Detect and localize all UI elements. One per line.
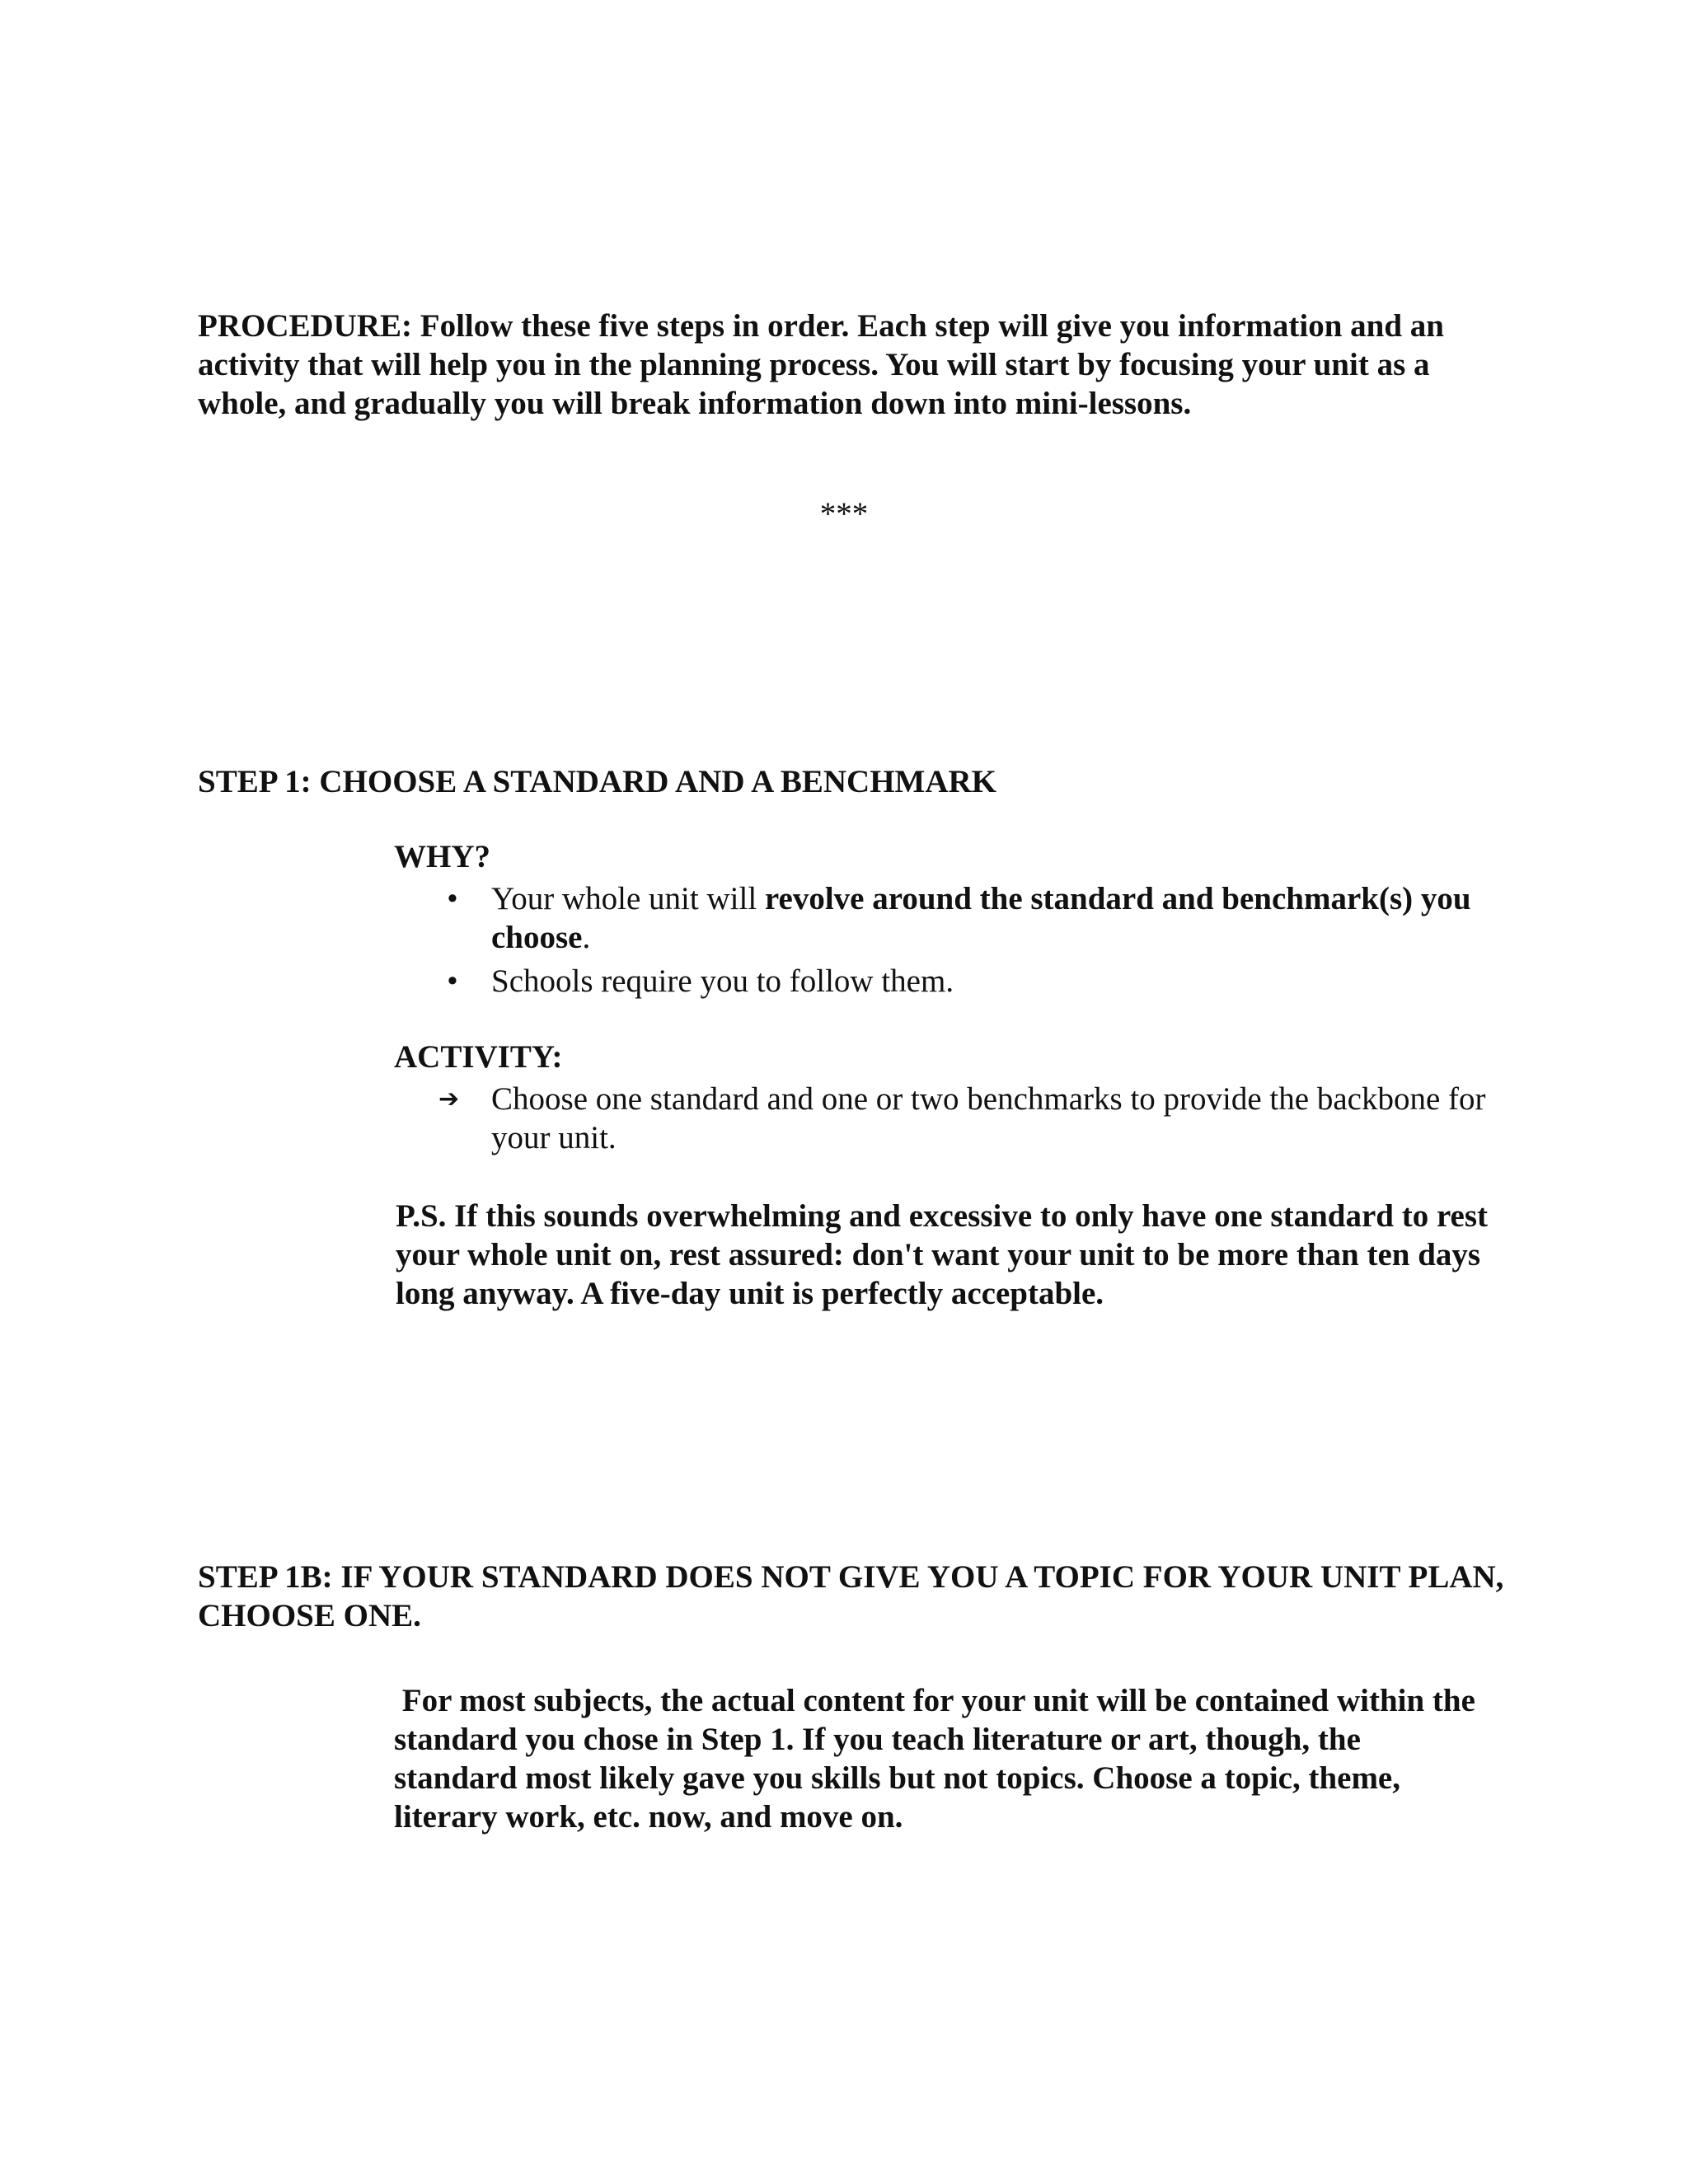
bullet-icon: • (447, 881, 458, 916)
why-list (394, 879, 1490, 1001)
step1b-body: For most subjects, the actual content for your unit will be contained within the standard you chose in Step 1. If you teach literature or art, though, the standard most likely gave you skills but not topics. Choose a topic, theme, literary work, etc. now, and move on. (394, 1683, 1484, 1835)
bullet-icon: • (447, 963, 458, 999)
activity-item-text: Choose one standard and one or two benchmarks to provide the backbone for your unit. (491, 1081, 1486, 1155)
why-item-text-emphasis: revolve around the standard and benchmark(s) you choose (491, 881, 1471, 955)
why-heading: WHY? (394, 839, 490, 874)
activity-list (394, 1080, 1490, 1157)
why-item (394, 879, 1490, 957)
why-item (394, 962, 1490, 1001)
why-item-text-prefix: Your whole unit will (491, 881, 765, 916)
step1b-heading: STEP 1B: IF YOUR STANDARD DOES NOT GIVE YOU A TOPIC FOR YOUR UNIT PLAN, CHOOSE ONE. (198, 1559, 1504, 1633)
why-item-text-suffix: . (582, 920, 591, 955)
ps-note: P.S. If this sounds overwhelming and excessive to only have one standard to rest your whole unit on, rest assured: don't want your unit to be more than ten days long anyway. A five-day unit is perfectly acceptable. (396, 1198, 1489, 1311)
step1-heading: STEP 1: CHOOSE A STANDARD AND A BENCHMARK (198, 764, 997, 799)
activity-item (394, 1080, 1490, 1157)
activity-heading: ACTIVITY: (394, 1039, 563, 1075)
why-item-text: Schools require you to follow them. (491, 963, 954, 999)
arrow-right-icon: ➔ (438, 1085, 460, 1113)
section-divider: *** (819, 496, 869, 532)
procedure-paragraph: PROCEDURE: Follow these five steps in order. Each step will give you information and an activity that will help you in the planning process. You will start by focusing your unit as a whole, and gradually you will break information down into mini-lessons. (198, 308, 1444, 421)
